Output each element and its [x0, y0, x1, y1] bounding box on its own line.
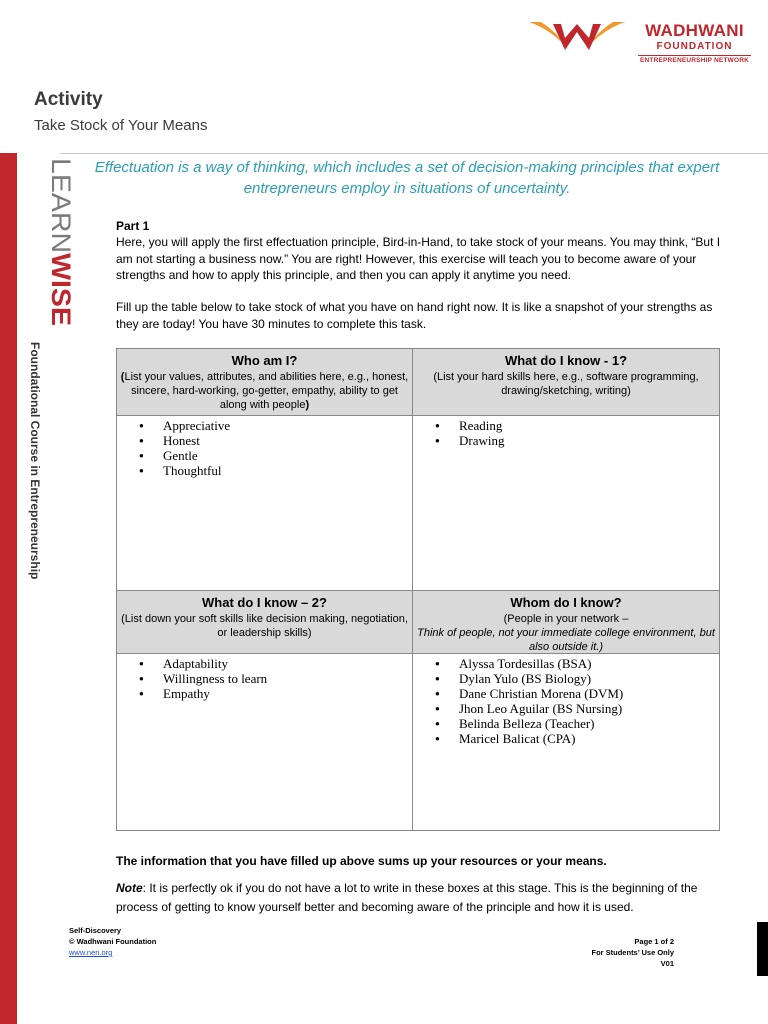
soft-skill-item: ● Adaptability — [139, 656, 412, 671]
part-label: Part 1 — [116, 219, 150, 233]
whom-list — [435, 656, 719, 746]
hard-skill-item: ● Drawing — [435, 433, 719, 448]
know-1-cell — [413, 416, 719, 591]
whom-title: Whom do I know? — [510, 595, 622, 610]
header-divider — [60, 153, 768, 154]
know-1-hint: (List your hard skills here, e.g., software programming, drawing/sketching, writing) — [433, 371, 699, 397]
who-am-i-list — [139, 418, 412, 478]
who-am-i-title: Who am I? — [231, 353, 298, 368]
page-subtitle: Take Stock of Your Means — [34, 117, 208, 134]
footer-link[interactable]: www.nen.org — [69, 948, 113, 957]
who-am-i-cell — [117, 416, 413, 591]
who-am-i-item: ● Honest — [139, 433, 412, 448]
know-2-title: What do I know – 2? — [202, 595, 327, 610]
logo-foundation: FOUNDATION — [656, 41, 733, 52]
who-am-i-header — [117, 349, 413, 416]
know-2-cell — [117, 654, 413, 830]
who-am-i-item: ● Appreciative — [139, 418, 412, 433]
who-am-i-hint-close: ) — [305, 399, 310, 411]
network-person-item: ● Alyssa Tordesillas (BSA) — [435, 656, 719, 671]
learnwise-learn: LEARN — [46, 158, 76, 249]
whom-cell — [413, 654, 719, 830]
footer-use: For Students’ Use Only — [591, 948, 674, 957]
wadhwani-logo — [632, 22, 757, 65]
hard-skill-item: ● Reading — [435, 418, 719, 433]
soft-skill-item: ● Empathy — [139, 686, 412, 701]
network-person-item: ● Dylan Yulo (BS Biology) — [435, 671, 719, 686]
note-body: : It is perfectly ok if you do not have a lot to write in these boxes at this stage. This is the beginning of the process of getting to know yourself better and becoming aware of the principle and how it is used. — [116, 881, 698, 914]
footer-left — [69, 925, 156, 958]
part1-paragraph-2: Fill up the table below to take stock of what you have on hand right now. It is like a snapshot of your strengths as they are today! You have 30 minutes to complete this task. — [116, 300, 713, 331]
footer-version: V01 — [660, 959, 674, 968]
know-1-title: What do I know - 1? — [504, 353, 628, 368]
logo-divider — [638, 55, 751, 56]
footer-page: Page 1 of 2 — [634, 937, 674, 946]
whom-hint: (People in your network – — [503, 613, 629, 625]
footer-right — [560, 936, 674, 969]
network-person-item: ● Maricel Balicat (CPA) — [435, 731, 719, 746]
who-am-i-hint-text: List your values, attributes, and abilities here, e.g., honest, sincere, hard-working, go-getter, empathy, ability to get along with people — [124, 371, 409, 411]
page-title: Activity — [34, 89, 103, 110]
page-edge-tab — [757, 922, 768, 976]
learnwise-wise: WISE — [46, 253, 76, 323]
who-am-i-hint-open: ( — [120, 371, 125, 383]
footer-copyright: © Wadhwani Foundation — [69, 937, 157, 946]
part1-paragraph-1: Here, you will apply the first effectuation principle, Bird-in-Hand, to take stock of your means. You may think, “But I am not starting a business now.” You are right! However, this exercise will teach you to become aware of your strengths and how to apply this principle, and then you can apply it anytime you need. — [116, 235, 721, 282]
logo-name: WADHWANI — [645, 21, 744, 40]
note-text — [116, 879, 728, 917]
network-person-item: ● Jhon Leo Aguilar (BS Nursing) — [435, 701, 719, 716]
know-2-list — [139, 656, 412, 701]
footer-section: Self-Discovery — [69, 926, 122, 935]
who-am-i-item: ● Thoughtful — [139, 463, 412, 478]
know-1-list — [435, 418, 719, 448]
wadhwani-logo-mark-icon — [527, 20, 627, 54]
summary-text: The information that you have filled up above sums up your resources or your means. — [116, 854, 607, 868]
know-1-header — [413, 349, 719, 416]
network-person-item: ● Belinda Belleza (Teacher) — [435, 716, 719, 731]
know-2-hint: (List down your soft skills like decision making, negotiation, or leadership skills) — [121, 613, 408, 639]
who-am-i-hint — [117, 370, 412, 412]
note-label: Note — [116, 881, 143, 895]
network-person-item: ● Dane Christian Morena (DVM) — [435, 686, 719, 701]
intro-text: Effectuation is a way of thinking, which includes a set of decision-making principles that expert entrepreneurs employ in situations of uncertainty. — [94, 159, 720, 197]
soft-skill-item: ● Willingness to learn — [139, 671, 412, 686]
know-2-header — [117, 591, 413, 654]
who-am-i-item: ● Gentle — [139, 448, 412, 463]
course-name: Foundational Course in Entrepreneurship — [28, 342, 42, 580]
course-vertical-label — [28, 342, 46, 580]
sidebar-red-strip — [0, 153, 17, 1024]
learnwise-logo-icon — [28, 156, 76, 328]
whom-header — [413, 591, 719, 654]
logo-network: ENTREPRENEURSHIP NETWORK — [639, 57, 750, 64]
means-table — [116, 348, 720, 831]
whom-hint-italic: Think of people, not your immediate college environment, but also outside it.) — [417, 627, 715, 653]
